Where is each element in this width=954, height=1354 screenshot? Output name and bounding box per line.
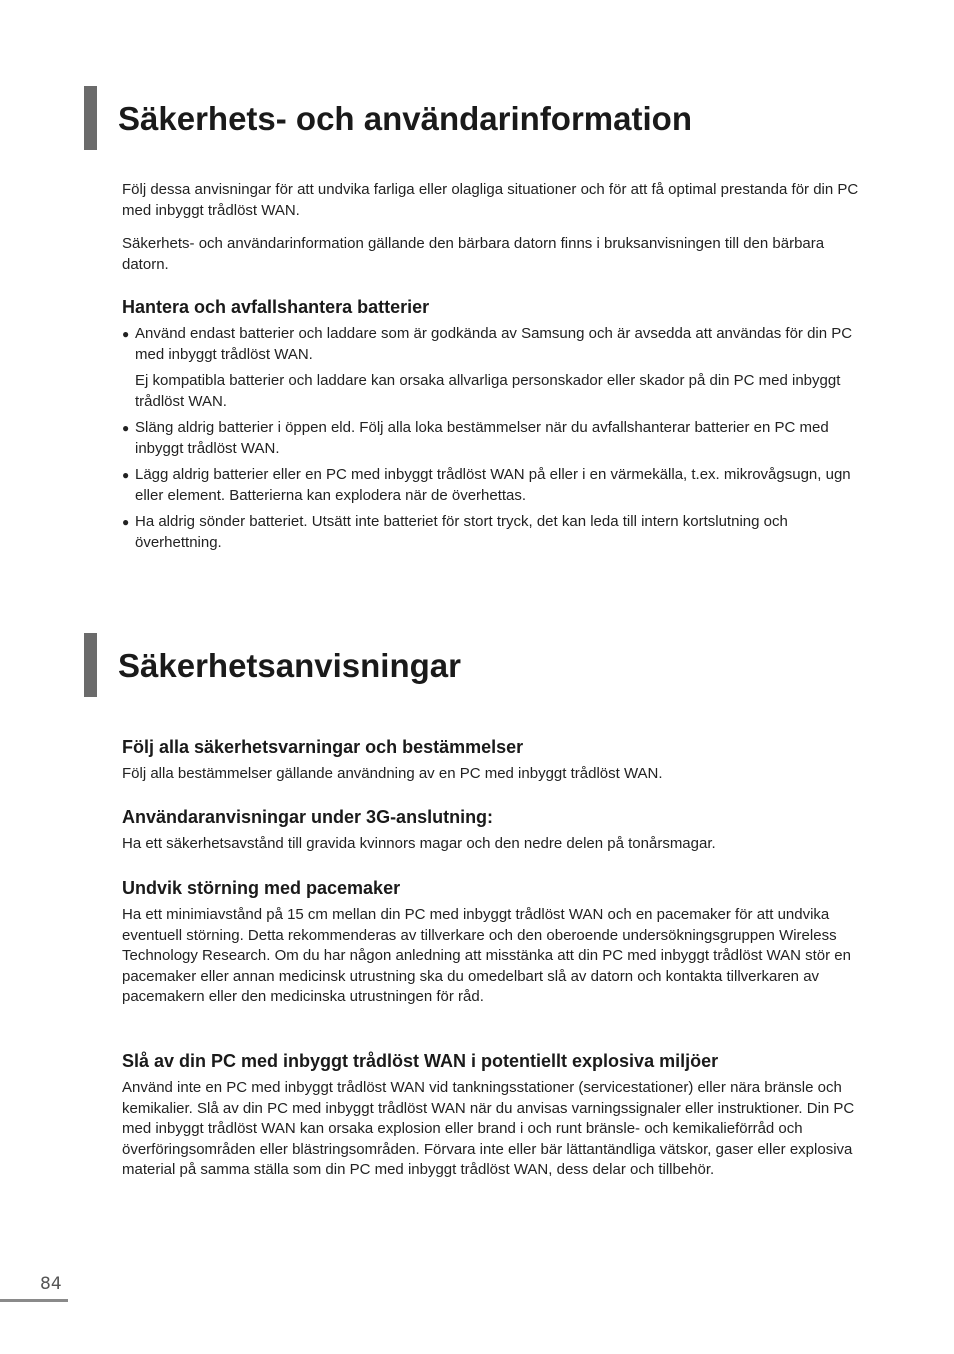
bullet-icon: ● (122, 327, 130, 341)
subsection-text: Ha ett minimiavstånd på 15 cm mellan din PC med inbyggt trådlöst WAN och en pacemaker för att undvika eventuell störning. Detta rekommenderas av tillverkare och den oberoende undersökningsgruppen Wireless Technology Research. Om du har någon anledning att misstänka att din PC med inbyggt trådlöst WAN stör en pacemaker eller annan medicinsk utrustning ska du omedelbart slå av datorn och kontakta tillverkaren av pacemakern eller den medicinska utrustningen för råd. (122, 906, 851, 1005)
subsection-text: Använd inte en PC med inbyggt trådlöst WAN vid tankningsstationer (servicestationer) eller nära bränsle och kemikalier. Slå av din PC med inbyggt trådlöst WAN när du anvisas varningssignaler eller instruktioner. Din PC med inbyggt trådlöst WAN kan orsaka explosion eller brand i och runt bränsle- och kemikalieförråd och överföringsområden eller blästringsområden. Förvara inte eller bär lättantändliga vätskor, gaser eller explosiva material på samma ställa som din PC med inbyggt trådlöst WAN, dess delar och tillbehör. (122, 1079, 855, 1178)
list-item: ● Använd endast batterier och laddare som är godkända av Samsung och är avsedda att användas för din PC med inbyggt trådlöst WAN. (122, 325, 853, 363)
bullet-icon: ● (122, 515, 130, 529)
subsection-heading: Följ alla säkerhetsvarningar och bestämmelser (122, 737, 524, 757)
section-title: Säkerhets- och användarinformation (118, 100, 692, 137)
safety-regulations-section (122, 736, 874, 785)
subsection-text: Följ alla bestämmelser gällande användning av en PC med inbyggt trådlöst WAN. (122, 765, 663, 782)
list-item: ● Ha aldrig sönder batteriet. Utsätt inte batteriet för stort tryck, det kan leda till intern kortslutning och överhettning. (122, 513, 788, 551)
heading-accent-bar (84, 86, 97, 150)
intro-paragraph: Följ dessa anvisningar för att undvika farliga eller olagliga situationer och för att få optimal prestanda för din PC med inbyggt trådlöst WAN. (122, 181, 859, 219)
heading-accent-bar (84, 633, 97, 697)
subsection-heading: Hantera och avfallshantera batterier (122, 297, 430, 317)
battery-section (122, 296, 874, 553)
bullet-icon: ● (122, 421, 130, 435)
subsection-text: Ha ett säkerhetsavstånd till gravida kvinnors magar och den nedre delen på tonårsmagar. (122, 835, 716, 852)
page-number: 84 (40, 1274, 62, 1294)
list-item: ● Lägg aldrig batterier eller en PC med inbyggt trådlöst WAN på eller i en värmekälla, t.ex. mikrovågsugn, ugn eller element. Batterierna kan explodera när de överhettas. (122, 466, 851, 504)
pacemaker-section (122, 877, 874, 1008)
3g-usage-section (122, 806, 874, 855)
list-item: ● Släng aldrig batterier i öppen eld. Följ alla loka bestämmelser när du avfallshanterar batterier en PC med inbyggt trådlöst WAN. (122, 419, 829, 457)
subsection-heading: Användaranvisningar under 3G-anslutning: (122, 807, 494, 827)
bullet-icon: ● (122, 468, 130, 482)
explosive-environment-section (122, 1050, 874, 1181)
list-item-continuation: Ej kompatibla batterier och laddare kan orsaka allvarliga personskador eller skador på din PC med inbyggt trådlöst WAN. (135, 372, 841, 410)
page-number-rule (0, 1299, 68, 1302)
subsection-heading: Undvik störning med pacemaker (122, 878, 401, 898)
section-title: Säkerhetsanvisningar (118, 647, 461, 684)
intro-paragraph: Säkerhets- och användarinformation gällande den bärbara datorn finns i bruksanvisningen till den bärbara datorn. (122, 235, 825, 273)
section-safety-info-body (122, 180, 874, 275)
subsection-heading: Slå av din PC med inbyggt trådlöst WAN i potentiellt explosiva miljöer (122, 1051, 719, 1071)
